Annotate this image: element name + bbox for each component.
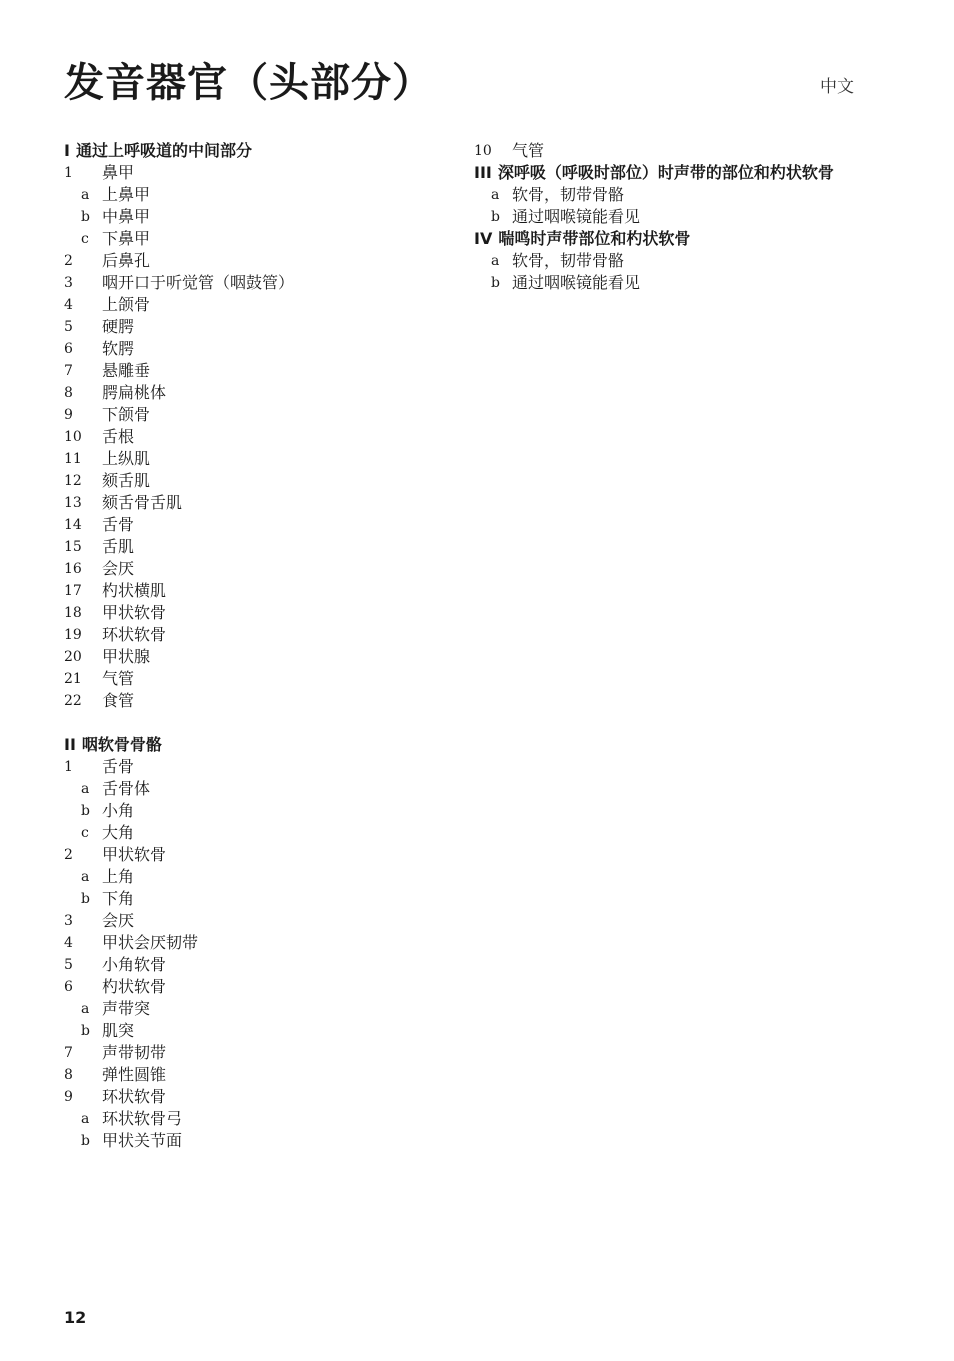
list-item	[64, 954, 444, 976]
list-item	[64, 404, 444, 426]
item-label: 后鼻孔	[102, 251, 151, 270]
item-number: a	[81, 1001, 90, 1017]
item-label: 鼻甲	[102, 163, 135, 182]
item-number: 5	[64, 957, 73, 973]
item-number: 12	[64, 473, 82, 489]
list-item	[64, 536, 444, 558]
item-label: 上颌骨	[102, 295, 151, 314]
item-label: 肌突	[102, 1021, 135, 1040]
list-item	[64, 580, 444, 602]
list-item	[64, 448, 444, 470]
item-label: 会厌	[102, 559, 135, 578]
section-title: 通过上呼吸道的中间部分	[75, 141, 252, 160]
item-number: 13	[64, 495, 82, 511]
list-item	[64, 250, 444, 272]
item-number: 7	[64, 1045, 73, 1061]
item-label: 甲状会厌韧带	[102, 933, 199, 952]
item-number: 18	[64, 605, 82, 621]
list-item	[64, 800, 444, 822]
item-number: 6	[64, 341, 73, 357]
list-item	[64, 1064, 444, 1086]
section-numeral: II	[64, 735, 76, 754]
left-column	[64, 140, 444, 1152]
list-item	[64, 998, 444, 1020]
list-item	[64, 558, 444, 580]
list-item	[64, 1130, 444, 1152]
item-label: 舌根	[102, 427, 135, 446]
item-number: b	[81, 1023, 90, 1039]
item-number: 20	[64, 649, 82, 665]
item-label: 环状软骨	[102, 625, 167, 644]
item-number: a	[81, 869, 90, 885]
item-label: 悬雕垂	[102, 361, 151, 380]
item-label: 环状软骨	[102, 1087, 167, 1106]
section-heading	[474, 228, 864, 250]
item-label: 软骨，韧带骨骼	[512, 185, 625, 204]
section-title: 喘鸣时声带部位和杓状软骨	[498, 229, 691, 248]
section-title: 咽软骨骨骼	[81, 735, 162, 754]
item-label: 甲状腺	[102, 647, 151, 666]
list-item	[64, 338, 444, 360]
item-number: 3	[64, 913, 73, 929]
list-item	[64, 976, 444, 998]
list-item	[64, 206, 444, 228]
page-title: 发音器官（头部分）	[64, 60, 433, 106]
item-label: 大角	[102, 823, 135, 842]
item-number: 1	[64, 165, 73, 181]
list-item	[64, 1108, 444, 1130]
item-label: 中鼻甲	[102, 207, 151, 226]
item-number: 10	[64, 429, 82, 445]
item-label: 杓状横肌	[102, 581, 167, 600]
list-item	[64, 316, 444, 338]
item-number: 3	[64, 275, 73, 291]
item-label: 通过咽喉镜能看见	[512, 273, 641, 292]
item-number: b	[491, 275, 500, 291]
item-label: 小角软骨	[102, 955, 167, 974]
list-item	[474, 250, 864, 272]
item-number: 4	[64, 297, 73, 313]
list-item	[64, 360, 444, 382]
list-item	[64, 184, 444, 206]
item-number: b	[81, 891, 90, 907]
list-item	[64, 646, 444, 668]
section-numeral: I	[64, 141, 70, 160]
item-number: 9	[64, 407, 73, 423]
item-label: 上鼻甲	[102, 185, 151, 204]
list-item	[64, 624, 444, 646]
item-number: b	[491, 209, 500, 225]
item-label: 气管	[102, 669, 135, 688]
item-label: 腭扁桃体	[102, 383, 167, 402]
item-number: 8	[64, 1067, 73, 1083]
item-number: 9	[64, 1089, 73, 1105]
item-label: 颏舌骨舌肌	[102, 493, 183, 512]
item-label: 软腭	[102, 339, 135, 358]
item-number: 10	[474, 143, 492, 159]
item-number: c	[81, 825, 89, 841]
section-title: 深呼吸（呼吸时部位）时声带的部位和杓状软骨	[497, 163, 834, 182]
item-label: 下鼻甲	[102, 229, 151, 248]
item-number: 8	[64, 385, 73, 401]
list-item	[64, 162, 444, 184]
item-label: 舌骨	[102, 515, 135, 534]
section-numeral: III	[474, 163, 492, 182]
list-item	[474, 272, 864, 294]
item-number: a	[81, 1111, 90, 1127]
item-number: b	[81, 803, 90, 819]
page-number: 12	[64, 1308, 87, 1327]
list-item	[64, 426, 444, 448]
item-number: 21	[64, 671, 82, 687]
item-number: a	[81, 781, 90, 797]
list-item	[64, 602, 444, 624]
item-label: 杓状软骨	[102, 977, 167, 996]
item-label: 舌骨体	[102, 779, 151, 798]
item-label: 通过咽喉镜能看见	[512, 207, 641, 226]
item-number: 22	[64, 693, 82, 709]
item-label: 甲状软骨	[102, 603, 167, 622]
item-label: 食管	[102, 691, 135, 710]
term-list	[64, 162, 444, 712]
item-label: 上角	[102, 867, 135, 886]
item-number: 5	[64, 319, 73, 335]
list-item	[64, 1086, 444, 1108]
right-column	[474, 140, 864, 294]
item-number: c	[81, 231, 89, 247]
item-label: 环状软骨弓	[102, 1109, 183, 1128]
list-item	[64, 756, 444, 778]
item-label: 上纵肌	[102, 449, 151, 468]
item-label: 咽开口于听觉管（咽鼓管）	[102, 273, 295, 292]
language-label: 中文	[820, 77, 854, 97]
list-item	[64, 272, 444, 294]
list-item	[64, 492, 444, 514]
item-label: 气管	[512, 141, 545, 160]
item-label: 颏舌肌	[102, 471, 151, 490]
item-number: 2	[64, 253, 73, 269]
list-item	[64, 888, 444, 910]
item-label: 舌骨	[102, 757, 135, 776]
item-label: 硬腭	[102, 317, 135, 336]
list-item	[474, 206, 864, 228]
list-item	[64, 294, 444, 316]
item-label: 下角	[102, 889, 135, 908]
item-number: a	[81, 187, 90, 203]
section-numeral: IV	[474, 229, 493, 248]
list-item	[64, 932, 444, 954]
section-heading	[474, 162, 864, 184]
item-label: 会厌	[102, 911, 135, 930]
item-number: 2	[64, 847, 73, 863]
list-item	[64, 668, 444, 690]
list-item	[474, 184, 864, 206]
item-number: 15	[64, 539, 82, 555]
item-label: 下颌骨	[102, 405, 151, 424]
section-heading	[64, 734, 444, 756]
list-item	[64, 844, 444, 866]
item-label: 软骨，韧带骨骼	[512, 251, 625, 270]
list-item	[64, 822, 444, 844]
list-item	[474, 140, 864, 162]
item-number: 6	[64, 979, 73, 995]
list-item	[64, 1020, 444, 1042]
item-label: 甲状关节面	[102, 1131, 183, 1150]
item-number: 14	[64, 517, 82, 533]
list-item	[64, 690, 444, 712]
item-number: a	[491, 187, 500, 203]
list-item	[64, 382, 444, 404]
item-number: b	[81, 1133, 90, 1149]
item-number: 11	[64, 451, 82, 467]
list-item	[64, 910, 444, 932]
item-label: 声带突	[102, 999, 151, 1018]
list-item	[64, 514, 444, 536]
item-number: 16	[64, 561, 82, 577]
item-label: 小角	[102, 801, 135, 820]
item-label: 舌肌	[102, 537, 135, 556]
item-number: 19	[64, 627, 82, 643]
item-label: 甲状软骨	[102, 845, 167, 864]
list-item	[64, 1042, 444, 1064]
item-number: 1	[64, 759, 73, 775]
list-item	[64, 866, 444, 888]
item-label: 声带韧带	[102, 1043, 167, 1062]
list-item	[64, 778, 444, 800]
term-list	[64, 756, 444, 1152]
item-number: 4	[64, 935, 73, 951]
item-number: b	[81, 209, 90, 225]
item-number: a	[491, 253, 500, 269]
term-list	[474, 250, 864, 294]
list-item	[64, 228, 444, 250]
item-number: 7	[64, 363, 73, 379]
item-number: 17	[64, 583, 82, 599]
section-heading	[64, 140, 444, 162]
list-item	[64, 470, 444, 492]
item-label: 弹性圆锥	[102, 1065, 167, 1084]
term-list	[474, 184, 864, 228]
